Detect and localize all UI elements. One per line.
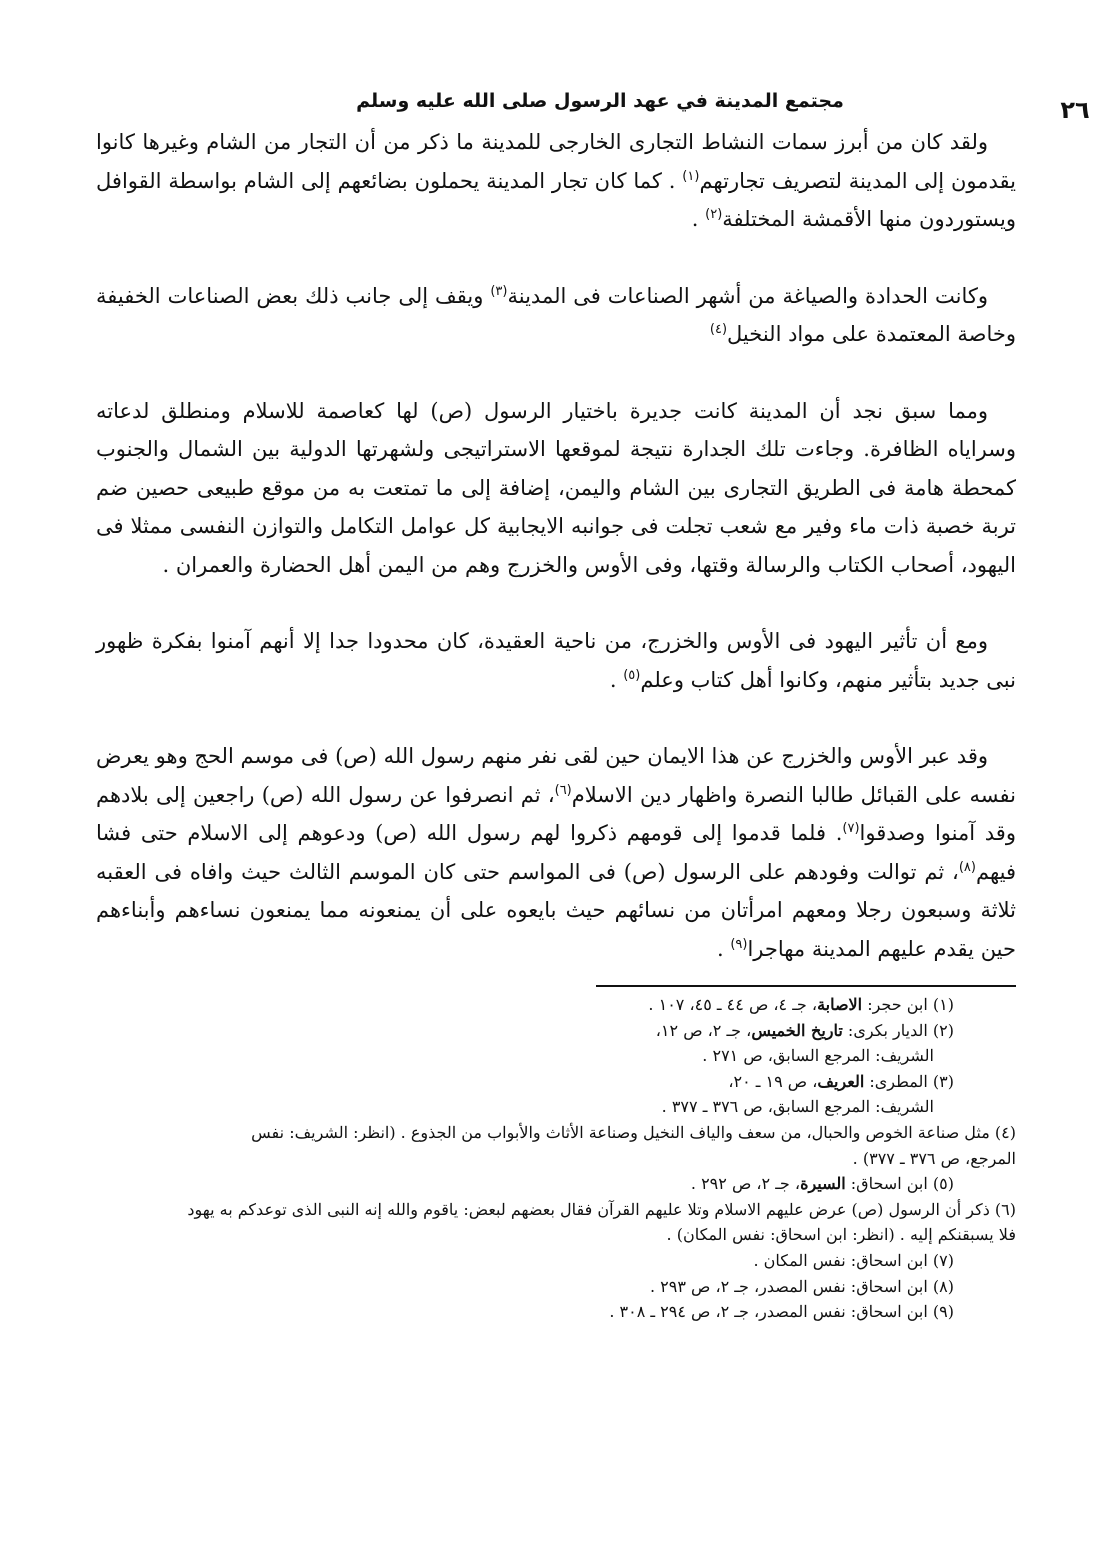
- footnote-ref-2: (٢): [705, 207, 723, 222]
- footnote-number: (٢): [932, 1020, 954, 1040]
- footnote-title: الاصابة: [817, 995, 863, 1014]
- footnote-number: (٥): [932, 1174, 954, 1194]
- footnote-number: (٣): [932, 1071, 954, 1091]
- footnote-title: العريف: [817, 1071, 865, 1091]
- footnotes: [96, 992, 1016, 1325]
- footnote-9: (٩) ابن اسحاق: نفس المصدر، جـ ٢، ص ٢٩٤ ـ ٣٠٨ .: [609, 1302, 954, 1322]
- text-segment: ، ثم انصرفوا عن رسول الله (ص) راجعين إلى بلادهم وقد آمنوا وصدقوا: [96, 782, 1016, 845]
- text-segment: ، ثم توالت وفودهم على الرسول (ص) فى المواسم حتى كان الموسم الثالث حيث وافاه فى العقبه ثلاثة وسبعون رجلا ومعهم امرأتان من نسائهم حيث بايعوه على أن يمنعونه مما يمنعون نساءهم وأبناءهم حين يقدم عليهم المدينة مهاجرا: [96, 859, 1016, 961]
- text-segment: . كما كان تجار المدينة يحملون بضائعهم إلى الشام بواسطة القوافل ويستوردون منها الأقمشة المختلفة: [96, 168, 1016, 231]
- paragraph-trade: [96, 123, 1016, 239]
- footnote-6-continued: فلا يسبقنكم إليه . (انظر: ابن اسحاق: نفس المكان) .: [666, 1225, 1016, 1245]
- footnote-ref-3: (٣): [490, 283, 508, 299]
- footnote-7: (٧) ابن اسحاق: نفس المكان .: [753, 1250, 954, 1270]
- footnote-4-continued: المرجع، ص ٣٧٦ ـ ٣٧٧) .: [852, 1148, 1016, 1168]
- footnote-8: (٨) ابن اسحاق: نفس المصدر، جـ ٢، ص ٢٩٣ .: [649, 1276, 954, 1296]
- footnote-ref-6: (٦): [554, 782, 572, 798]
- footnote-detail: ، جـ ٤، ص ٤٤ ـ ٤٥، ١٠٧ .: [648, 995, 818, 1014]
- footnote-author: الديار بكرى:: [842, 1020, 933, 1040]
- footnote-detail: ، ص ١٩ ـ ٢٠،: [728, 1071, 818, 1091]
- footnote-ref-7: (٧): [842, 821, 860, 836]
- text-segment: وقد عبر الأوس والخزرج عن هذا الايمان حين لقى نفر منهم رسول الله (ص) فى موسم الحج وهو يعرض نفسه على القبائل طالبا النصرة واظهار دين الاسلام: [96, 744, 1016, 807]
- page-number: ٢٦: [1060, 96, 1090, 124]
- footnote-detail: ، جـ ٢، ص ٢٩٢ .: [690, 1174, 801, 1194]
- footnote-author: المطرى:: [864, 1071, 933, 1091]
- footnote-ref-9: (٩): [730, 936, 748, 952]
- footnote-3-continued: الشريف: المرجع السابق، ص ٣٧٦ ـ ٣٧٧ .: [661, 1097, 934, 1117]
- text-segment: ويقف إلى جانب ذلك بعض الصناعات الخفيفة وخاصة المعتمدة على مواد النخيل: [96, 283, 1016, 346]
- footnote-2: [96, 1018, 1016, 1044]
- footnote-2-continued: الشريف: المرجع السابق، ص ٢٧١ .: [702, 1046, 934, 1066]
- text-segment: ولقد كان من أبرز سمات النشاط التجارى الخارجى للمدينة ما ذكر من أن التجار من الشام وغيرها كانوا يقدمون إلى المدينة لتصريف تجارتهم: [96, 130, 1017, 193]
- footnote-ref-5: (٥): [623, 667, 641, 683]
- text-segment: .: [691, 207, 706, 231]
- footnote-divider: [596, 985, 1016, 987]
- body-text: [96, 123, 1016, 968]
- footnote-detail: ، جـ ٢، ص ١٢،: [655, 1020, 752, 1040]
- footnote-4: (٤) مثل صناعة الخوص والحبال، من سعف والياف النخيل وصناعة الأثاث والأبواب من الجذوع . (انظر: الشريف: نفس: [251, 1122, 1016, 1142]
- footnote-ref-8: (٨): [958, 859, 976, 875]
- footnote-ref-1: (١): [682, 168, 700, 184]
- text-segment: ومع أن تأثير اليهود فى الأوس والخزرج، من ناحية العقيدة، كان محدودا جدا إلا أنهم آمنوا بفكرة ظهور نبى جديد بتأثير منهم، وكانوا أهل كتاب وعلم: [96, 629, 1016, 692]
- footnote-3: [96, 1069, 1016, 1095]
- text-segment: وكانت الحدادة والصياغة من أشهر الصناعات فى المدينة: [507, 283, 988, 308]
- text-segment: .: [716, 936, 731, 961]
- paragraph-aqaba: [96, 737, 1016, 968]
- running-header: مجتمع المدينة في عهد الرسول صلى الله عليه وسلم: [356, 90, 844, 112]
- text-segment: . فلما قدموا إلى قومهم ذكروا لهم رسول الله (ص) ودعوهم إلى الاسلام حتى فشا فيهم: [96, 821, 1016, 884]
- footnote-title: السيرة: [800, 1174, 846, 1194]
- footnote-number: (١): [932, 995, 954, 1014]
- footnote-1: [96, 992, 1016, 1018]
- text-segment: .: [609, 667, 624, 692]
- footnote-6: (٦) ذكر أن الرسول (ص) عرض عليهم الاسلام وتلا عليهم القرآن فقال بعضهم لبعض: ياقوم والله إنه النبى الذى توعدكم به يهود: [187, 1199, 1016, 1219]
- footnote-title: تاريخ الخميس: [751, 1020, 843, 1040]
- footnote-author: ابن حجر:: [862, 995, 933, 1014]
- footnote-ref-4: (٤): [709, 322, 728, 337]
- footnote-5: [96, 1171, 1016, 1197]
- paragraph-jews-influence: [96, 622, 1016, 699]
- paragraph-crafts: [96, 277, 1016, 354]
- paragraph-capital: ومما سبق نجد أن المدينة كانت جديرة باختيار الرسول (ص) لها كعاصمة للاسلام ومنطلق لدعاته وسراياه الظافرة. وجاءت تلك الجدارة نتيجة لموقعها الاستراتيجى ولشهرتها الدولية بين الشمال والجنوب كمحطة هامة فى الطريق التجارى بين الشام واليمن، إضافة إلى ما تمتعت به من موقع طبيعى حصين ضم تربة خصبة ذات ماء وفير مع شعب تجلت فى جوانبه الايجابية كل عوامل التكامل والتوازن النفسى ممثلا فى اليهود، أصحاب الكتاب والرسالة وقتها، وفى الأوس والخزرج وهم من اليمن أهل الحضارة والعمران .: [96, 398, 1016, 577]
- footnote-author: ابن اسحاق:: [845, 1174, 933, 1194]
